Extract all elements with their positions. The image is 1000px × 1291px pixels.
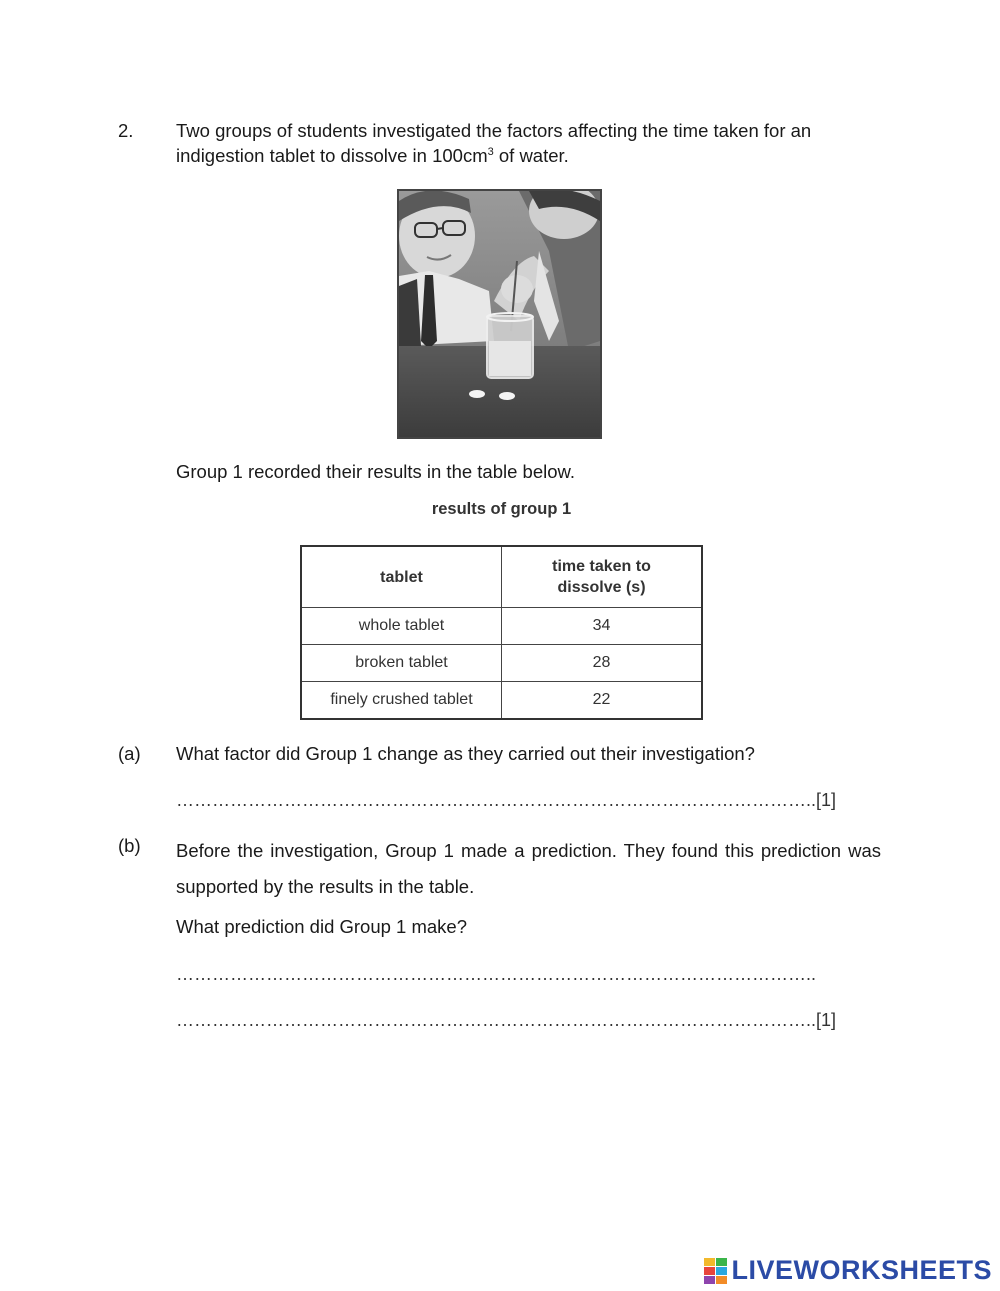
table-row — [301, 608, 702, 645]
liveworksheets-logo — [704, 1255, 992, 1286]
table-cell-tablet: broken tablet — [301, 645, 502, 682]
table-cell-time: 22 — [502, 682, 703, 720]
part-b-label: (b) — [118, 835, 141, 856]
experiment-photo — [397, 189, 602, 439]
table-header-time: time taken to dissolve (s) — [502, 546, 703, 608]
table-cell-time: 34 — [502, 608, 703, 645]
part-b-paragraph: Before the investigation, Group 1 made a prediction. They found this prediction was supported by the results in the table. — [176, 840, 881, 897]
part-a-label: (a) — [118, 743, 141, 764]
table-row — [301, 645, 702, 682]
question-intro-line1: Two groups of students investigated the factors affecting the time taken for an — [176, 120, 812, 141]
table-row — [301, 682, 702, 720]
question-intro — [176, 118, 881, 168]
part-b-question: What prediction did Group 1 make? — [176, 916, 468, 937]
results-table — [300, 545, 703, 720]
part-b-answer-line-1[interactable]: …………………………………………………………………………………………….. — [176, 964, 817, 984]
part-a-answer-line[interactable]: ……………………………………………………………………………………………..[1] — [176, 790, 837, 810]
question-intro-line2: indigestion tablet to dissolve in $100cm^3$ of water. — [176, 145, 569, 166]
table-header-row — [301, 546, 702, 608]
experiment-photo-illustration — [399, 191, 600, 437]
table-cell-time: 28 — [502, 645, 703, 682]
part-b-answer-line-2[interactable]: ……………………………………………………………………………………………..[1] — [176, 1010, 837, 1030]
table-caption: results of group 1 — [431, 500, 572, 518]
table-cell-tablet: whole tablet — [301, 608, 502, 645]
liveworksheets-logo-text: LIVEWORKSHEETS — [731, 1255, 992, 1285]
group1-intro-text: Group 1 recorded their results in the table below. — [176, 461, 576, 482]
table-header-tablet: tablet — [301, 546, 502, 608]
liveworksheets-logo-icon — [704, 1258, 728, 1284]
question-number: 2. — [118, 120, 134, 141]
table-cell-tablet: finely crushed tablet — [301, 682, 502, 720]
part-a-question: What factor did Group 1 change as they carried out their investigation? — [176, 743, 755, 764]
